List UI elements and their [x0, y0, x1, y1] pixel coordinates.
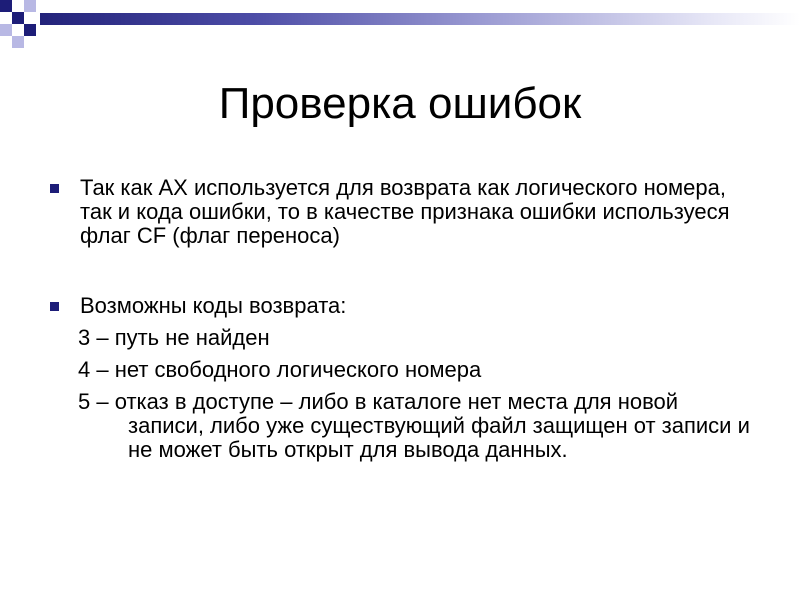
square-bullet-icon — [50, 302, 59, 311]
sub-item: 3 – путь не найден — [78, 325, 270, 350]
sub-item: 5 – отказ в доступе – либо в каталоге нет места для новой записи, либо уже существующий файл защищен от записи и не может быть открыт для вывода данных. — [78, 389, 750, 462]
slide-title: Проверка ошибок — [218, 79, 582, 128]
header-gradient-band — [40, 13, 800, 25]
bullet-item — [50, 176, 750, 248]
sub-item: 4 – нет свободного логического номера — [78, 357, 482, 382]
bullet-text: Так как AX используется для возврата как логического номера, так и кода ошибки, то в качестве признака ошибки используеся флаг CF (флаг переноса) — [80, 175, 730, 248]
spacer — [50, 248, 750, 294]
bullet-text: Возможны коды возврата: — [80, 293, 347, 318]
square-bullet-icon — [50, 184, 59, 193]
slide-body — [50, 176, 750, 462]
corner-decoration — [0, 0, 40, 48]
bullet-item — [50, 294, 750, 318]
